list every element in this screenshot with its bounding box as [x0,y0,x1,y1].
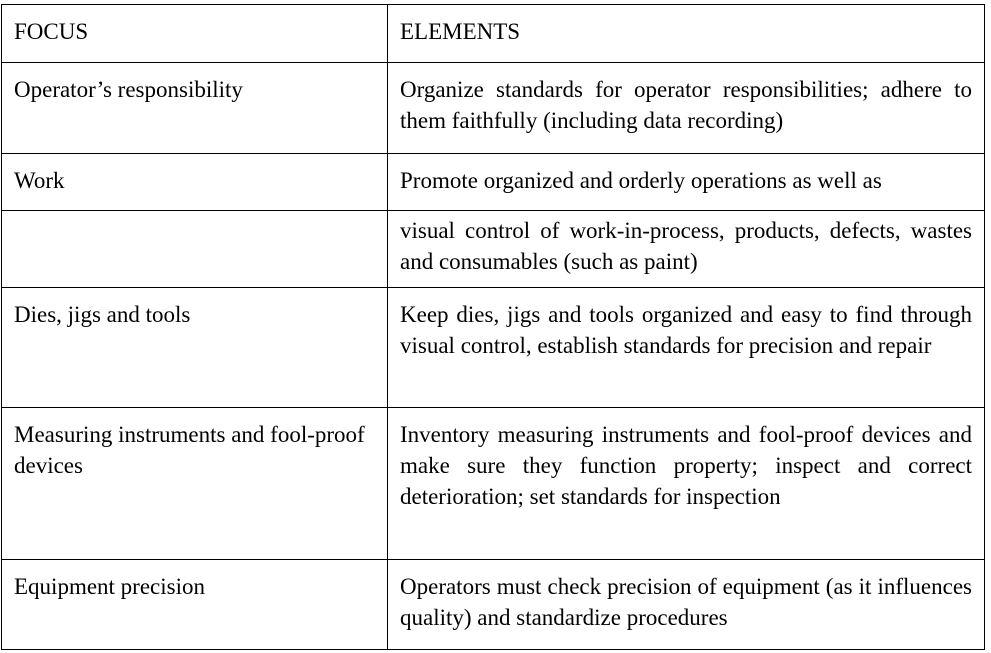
header-elements: ELEMENTS [388,5,985,63]
row-focus-cell [2,211,388,288]
table-row [2,560,985,650]
row-elements-cell: Organize standards for operator responsibilities; adhere to them faithfully (including data recording) [388,63,985,154]
row-focus-cell: Dies, jigs and tools [2,288,388,408]
row-focus-cell: Measuring instruments and fool-proof devices [2,408,388,560]
table-row [2,211,985,288]
focus-elements-table [1,4,985,650]
row-elements-cell: Promote organized and orderly operations as well as [388,154,985,211]
table-row [2,63,985,154]
row-focus-cell: Equipment precision [2,560,388,650]
row-elements-cell: visual control of work-in-process, products, defects, wastes and consumables (such as paint) [388,211,985,288]
table-row [2,154,985,211]
header-focus: FOCUS [2,5,388,63]
table-header-row [2,5,985,63]
row-elements-cell: Keep dies, jigs and tools organized and easy to find through visual control, establish standards for precision and repair [388,288,985,408]
table-row [2,288,985,408]
row-focus-cell: Operator’s responsibility [2,63,388,154]
table-row [2,408,985,560]
row-elements-cell: Inventory measuring instruments and fool-proof devices and make sure they function property; inspect and correct deterioration; set standards for inspection [388,408,985,560]
row-focus-cell: Work [2,154,388,211]
row-elements-cell: Operators must check precision of equipment (as it influences quality) and standardize procedures [388,560,985,650]
